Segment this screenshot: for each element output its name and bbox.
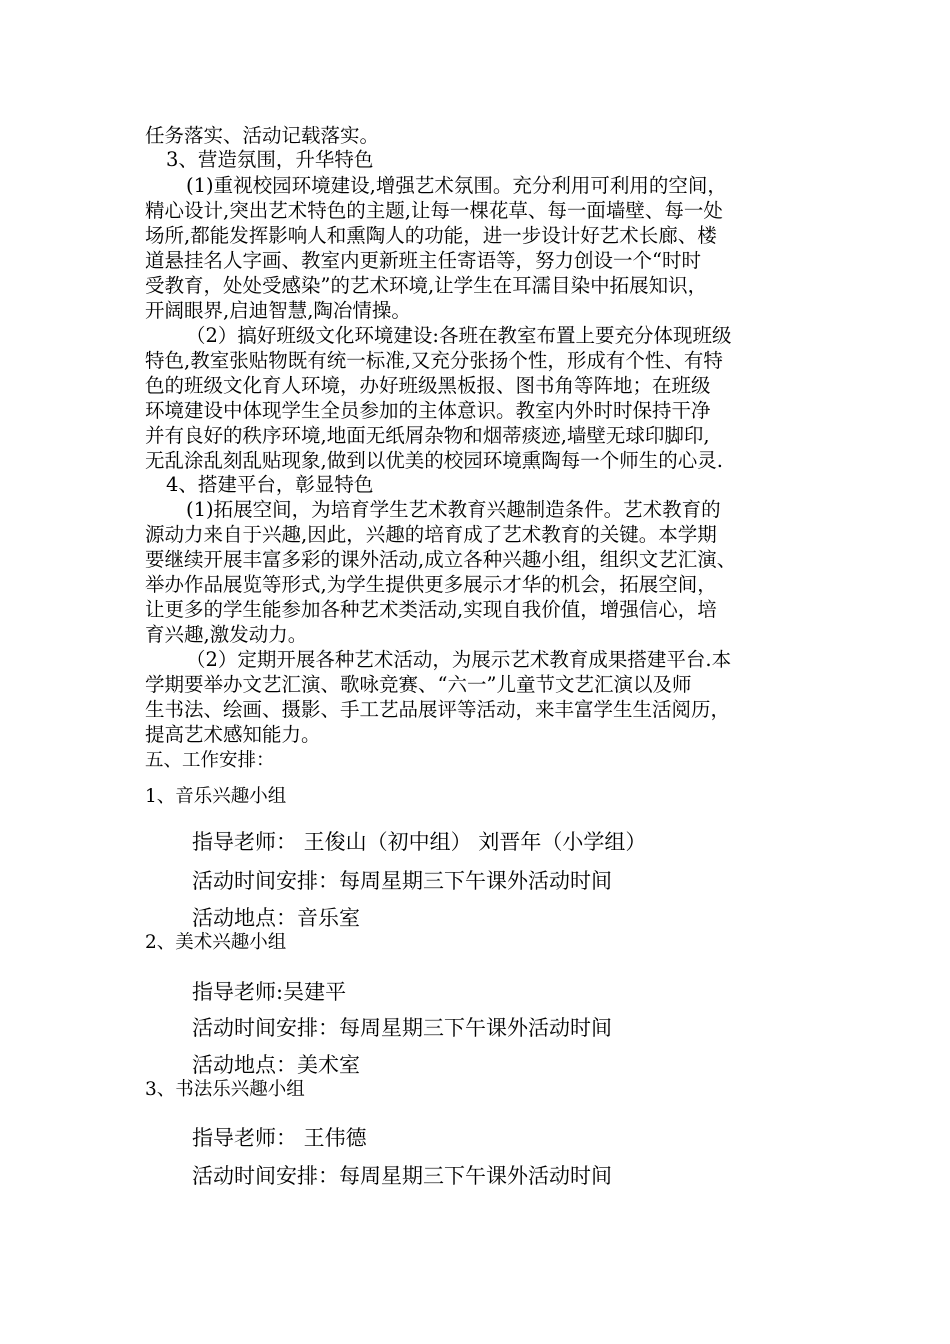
paragraph-line: 精心设计,突出艺术特色的主题,让每一棵花草、每一面墙壁、每一处 [145,199,723,222]
paragraph-line: 任务落实、活动记载落实。 [145,124,380,147]
paragraph-line: 源动力来自于兴趣,因此，兴趣的培育成了艺术教育的关键。本学期 [145,523,717,546]
paragraph-line: 学期要举办文艺汇演、歌咏竞赛、“六一”儿童节文艺汇演以及师 [145,673,692,696]
section-heading: 3、营造氛围，升华特色 [166,148,374,171]
paragraph-line: 特色,教室张贴物既有统一标准,又充分张扬个性，形成有个性、有特 [145,349,723,372]
section-heading: 五、工作安排： [145,750,275,771]
group-detail: 活动时间安排：每周星期三下午课外活动时间 [192,869,612,893]
paragraph-line: (1)重视校园环境建设,增强艺术氛围。充分利用可利用的空间， [186,174,727,197]
group-detail: 指导老师： 王俊山（初中组） 刘晋年（小学组） [192,830,647,854]
group-detail: 指导老师： 王伟德 [192,1126,367,1150]
paragraph-line: 受教育，处处受感染”的艺术环境,让学生在耳濡目染中拓展知识， [145,274,708,297]
paragraph-line: 生书法、绘画、摄影、手工艺品展评等活动，来丰富学生生活阅历， [145,698,731,721]
paragraph-line: 道悬挂名人字画、教室内更新班主任寄语等，努力创设一个“时时 [145,249,701,272]
paragraph-line: 举办作品展览等形式,为学生提供更多展示才华的机会，拓展空间， [145,573,717,596]
section-heading: 4、搭建平台，彰显特色 [166,473,374,496]
group-detail: 活动地点：音乐室 [192,906,360,930]
paragraph-line: 开阔眼界,启迪智慧,陶冶情操。 [145,299,411,322]
paragraph-line: 让更多的学生能参加各种艺术类活动,实现自我价值，增强信心，培 [145,598,717,621]
group-detail: 活动时间安排：每周星期三下午课外活动时间 [192,1164,612,1188]
paragraph-line: 要继续开展丰富多彩的课外活动,成立各种兴趣小组，组织文艺汇演、 [145,548,737,571]
paragraph-line: 无乱涂乱刻乱贴现象,做到以优美的校园环境熏陶每一个师生的心灵. [145,449,723,472]
paragraph-line: 提高艺术感知能力。 [145,723,321,746]
paragraph-line: 并有良好的秩序环境,地面无纸屑杂物和烟蒂痰迹,墙壁无球印脚印, [145,424,710,447]
group-detail: 活动时间安排：每周星期三下午课外活动时间 [192,1016,612,1040]
paragraph-line: 色的班级文化育人环境，办好班级黑板报、图书角等阵地；在班级 [145,374,711,397]
group-detail: 活动地点：美术室 [192,1053,360,1077]
paragraph-line: 育兴趣,激发动力。 [145,623,308,646]
paragraph-line: 环境建设中体现学生全员参加的主体意识。教室内外时时保持干净 [145,399,711,422]
paragraph-line: （2）定期开展各种艺术活动，为展示艺术教育成果搭建平台.本 [186,648,732,671]
paragraph-line: （2）搞好班级文化环境建设:各班在教室布置上要充分体现班级 [186,324,732,347]
group-heading: 1、音乐兴趣小组 [145,786,287,807]
paragraph-line: (1)拓展空间，为培育学生艺术教育兴趣制造条件。艺术教育的 [186,498,721,521]
group-heading: 2、美术兴趣小组 [145,932,287,953]
group-detail: 指导老师:吴建平 [192,980,347,1004]
group-heading: 3、书法乐兴趣小组 [145,1079,305,1100]
paragraph-line: 场所,都能发挥影响人和熏陶人的功能，进一步设计好艺术长廊、楼 [145,224,717,247]
